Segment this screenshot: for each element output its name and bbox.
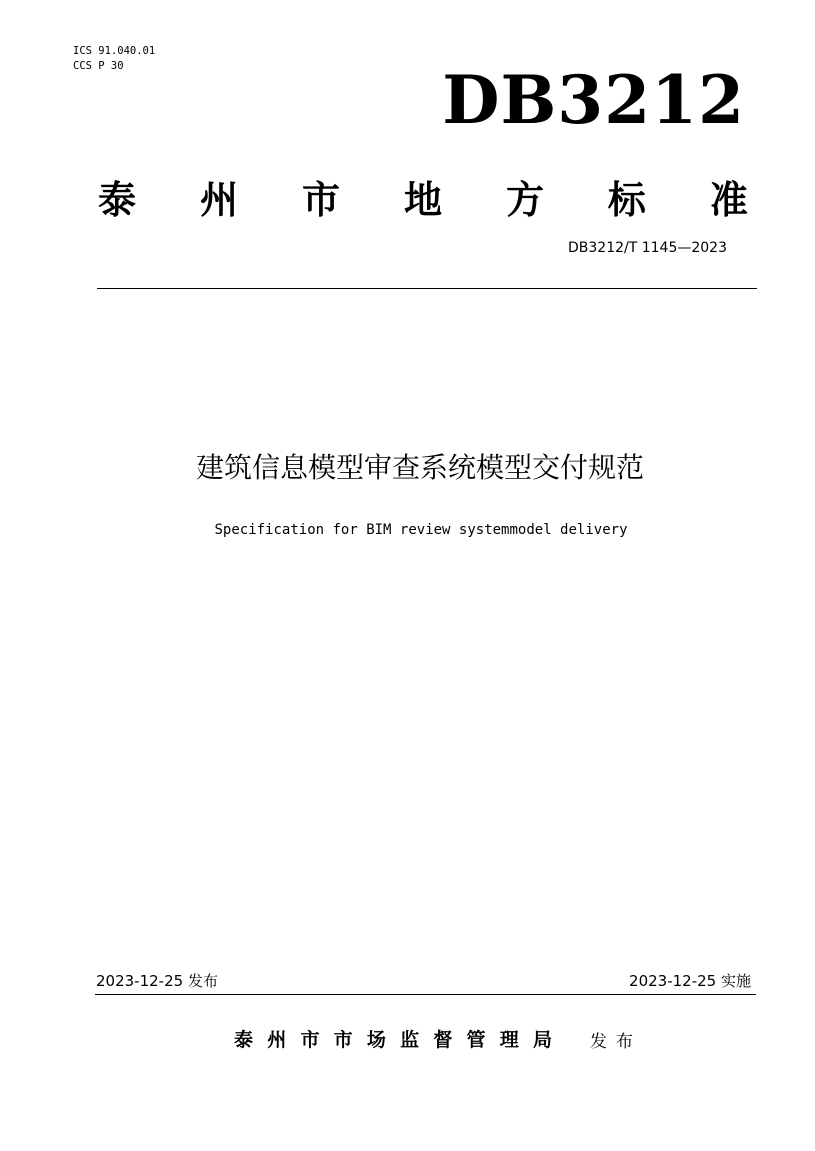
- bottom-divider: [95, 994, 756, 995]
- publisher-char: 督: [433, 1028, 453, 1051]
- ccs-code: CCS P 30: [73, 60, 124, 72]
- publisher-char: 市: [333, 1028, 353, 1051]
- issue-date: 2023-12-25 发布: [96, 972, 218, 990]
- standard-type-char: 市: [301, 177, 340, 222]
- standard-type-heading: [98, 168, 748, 224]
- implementation-date: 2023-12-25 实施: [629, 972, 751, 990]
- publisher-char: 理: [499, 1028, 519, 1051]
- classification-codes: [73, 44, 155, 74]
- release-label: 发布: [590, 1032, 642, 1052]
- publisher-char: 泰: [234, 1028, 254, 1051]
- publisher-char: 局: [532, 1028, 552, 1051]
- standard-type-char: 州: [199, 177, 238, 222]
- standard-type-char: 方: [505, 177, 544, 222]
- standard-type-char: 标: [607, 177, 646, 222]
- publisher-char: 州: [267, 1028, 287, 1051]
- db-code: DB3212: [442, 61, 745, 139]
- top-divider: [97, 288, 757, 289]
- publisher: [234, 1024, 552, 1052]
- standard-type-char: 地: [403, 177, 442, 222]
- standard-type-char: 泰: [98, 177, 137, 222]
- publisher-char: 市: [300, 1028, 320, 1051]
- document-title-english: Specification for BIM review systemmodel delivery: [214, 522, 628, 538]
- publisher-char: 管: [466, 1028, 486, 1051]
- standard-type-char: 准: [709, 177, 748, 222]
- publisher-char: 监: [400, 1028, 420, 1051]
- ics-code: ICS 91.040.01: [73, 45, 156, 57]
- publisher-char: 场: [366, 1028, 386, 1051]
- document-title-chinese: 建筑信息模型审查系统模型交付规范: [195, 451, 644, 484]
- standard-number: DB3212/T 1145—2023: [568, 240, 727, 256]
